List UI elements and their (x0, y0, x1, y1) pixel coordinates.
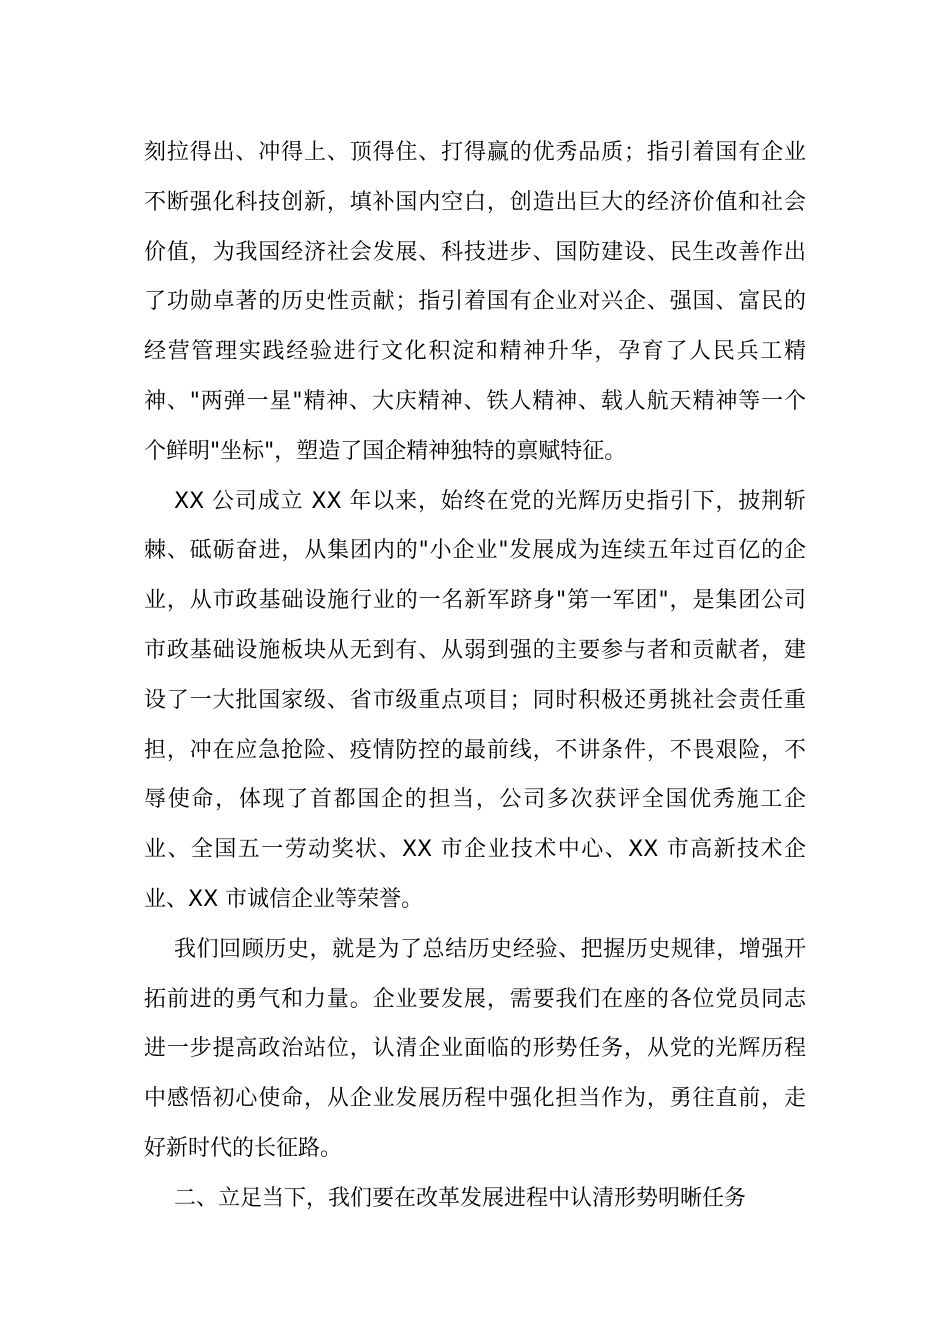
text-line: 业、全国五一劳动奖状、XX 市企业技术中心、XX 市高新技术企 (144, 837, 806, 863)
text-line: 拓前进的勇气和力量。企业要发展，需要我们在座的各位党员同志 (144, 986, 806, 1012)
document-body (144, 128, 806, 1224)
text-line: XX 公司成立 XX 年以来，始终在党的光辉历史指引下，披荆斩 (174, 488, 806, 514)
text-line: 业，从市政基础设施行业的一名新军跻身"第一军团"，是集团公司 (144, 588, 806, 614)
text-line: 中感悟初心使命，从企业发展历程中强化担当作为，勇往直前，走 (144, 1086, 806, 1112)
paragraph-2 (144, 477, 806, 925)
text-line: 了功勋卓著的历史性贡献；指引着国有企业对兴企、强国、富民的 (144, 289, 806, 315)
text-line: 棘、砥砺奋进，从集团内的"小企业"发展成为连续五年过百亿的企 (144, 538, 806, 564)
text-line: 市政基础设施板块从无到有、从弱到强的主要参与者和贡献者，建 (144, 637, 806, 663)
text-line: 经营管理实践经验进行文化积淀和精神升华，孕育了人民兵工精 (144, 339, 806, 365)
text-line: 设了一大批国家级、省市级重点项目；同时积极还勇挑社会责任重 (144, 687, 806, 713)
text-line: 业、XX 市诚信企业等荣誉。 (144, 886, 424, 912)
text-line: 进一步提高政治站位，认清企业面临的形势任务，从党的光辉历程 (144, 1036, 806, 1062)
text-line: 个鲜明"坐标"，塑造了国企精神独特的禀赋特征。 (144, 438, 627, 464)
paragraph-1 (144, 128, 806, 477)
text-line: 价值，为我国经济社会发展、科技进步、国防建设、民生改善作出 (144, 239, 806, 265)
text-line: 辱使命，体现了首都国企的担当，公司多次获评全国优秀施工企 (144, 787, 806, 813)
heading-line: 二、立足当下，我们要在改革发展进程中认清形势明晰任务 (174, 1185, 747, 1211)
text-line: 神、"两弹一星"精神、大庆精神、铁人精神、载人航天精神等一个 (144, 388, 806, 414)
section-heading (144, 1174, 806, 1224)
text-line: 不断强化科技创新，填补国内空白，创造出巨大的经济价值和社会 (144, 189, 806, 215)
text-line: 担，冲在应急抢险、疫情防控的最前线，不讲条件，不畏艰险，不 (144, 737, 806, 763)
paragraph-3 (144, 925, 806, 1174)
text-line: 刻拉得出、冲得上、顶得住、打得赢的优秀品质；指引着国有企业 (144, 140, 806, 165)
text-line: 我们回顾历史，就是为了总结历史经验、把握历史规律，增强开 (174, 936, 806, 962)
text-line: 好新时代的长征路。 (144, 1135, 343, 1161)
